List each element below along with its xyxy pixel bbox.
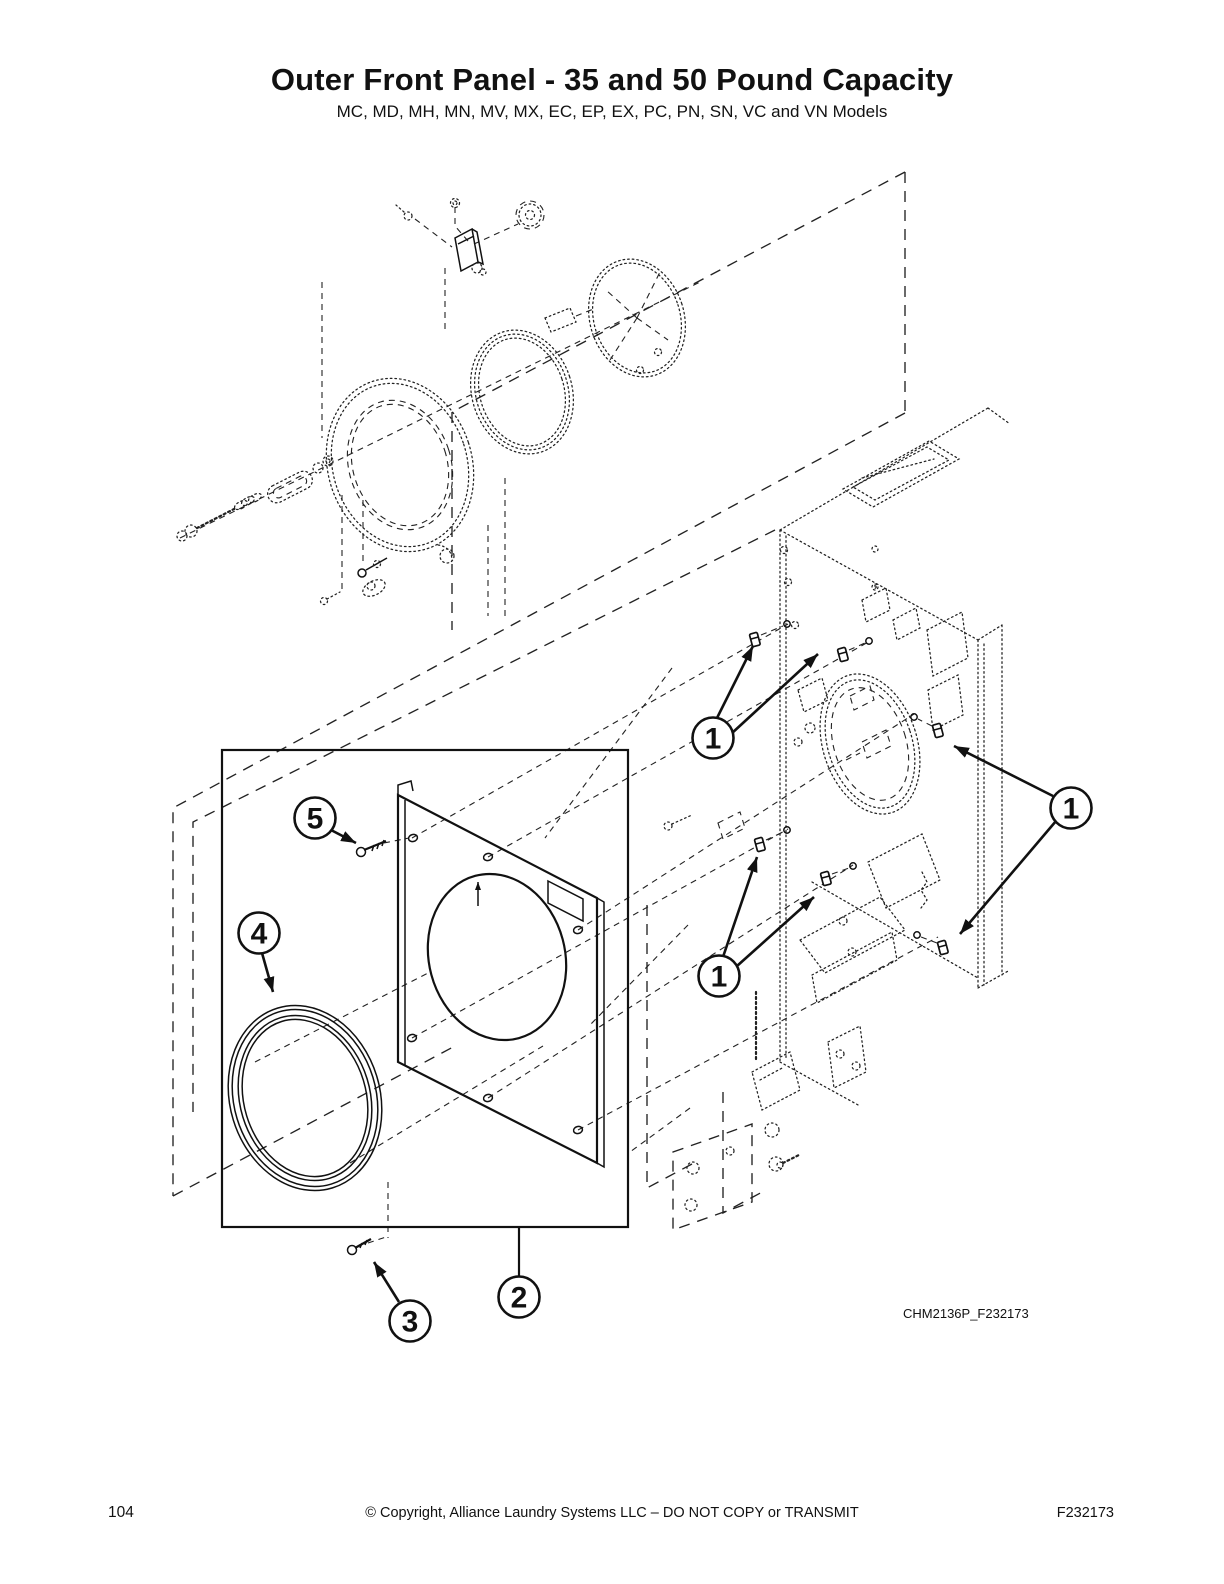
door-ring <box>304 359 495 571</box>
outer-front-panel <box>398 781 604 1167</box>
page-title: Outer Front Panel - 35 and 50 Pound Capacity <box>270 62 954 97</box>
retainer-clip <box>820 871 831 886</box>
door-hinge-hardware <box>396 199 544 276</box>
callout-3-badge <box>390 1301 431 1342</box>
callout-2-badge <box>499 1277 540 1318</box>
callout-arrows <box>262 646 1056 1302</box>
svg-text:1: 1 <box>710 960 728 994</box>
bottom-hinge-cluster <box>685 1026 866 1211</box>
callout-4-badge <box>239 913 280 954</box>
construction-lines <box>173 172 938 1243</box>
door-glass-ring <box>455 317 589 468</box>
callout-1-badge <box>699 956 740 997</box>
callout-balloons <box>239 718 1092 1342</box>
cabinet-drawing <box>664 408 1010 1211</box>
svg-text:2: 2 <box>510 1281 528 1315</box>
cabinet-base-assembly <box>756 834 940 1060</box>
svg-text:4: 4 <box>250 917 268 951</box>
callout-5-badge <box>295 798 336 839</box>
retainer-clip <box>837 647 848 662</box>
svg-text:3: 3 <box>401 1305 419 1339</box>
door-gasket-ring <box>206 986 404 1210</box>
retainer-clips <box>749 621 948 955</box>
retainer-clip <box>754 837 765 852</box>
svg-text:1: 1 <box>704 722 722 756</box>
door-assembly-drawing <box>177 199 700 605</box>
cabinet-door-opening <box>803 661 937 827</box>
figure-code: CHM2136P_F232173 <box>903 1306 1029 1321</box>
panel-boundary-box <box>222 750 628 1227</box>
door-rim-ring <box>545 246 700 389</box>
screw-item3 <box>348 1239 372 1255</box>
door-screws <box>321 558 388 605</box>
callout-1-badge <box>693 718 734 759</box>
copyright-notice: © Copyright, Alliance Laundry Systems LLC – DO NOT COPY or TRANSMIT <box>365 1505 859 1521</box>
screw-item5 <box>357 840 387 857</box>
callout-1-badge <box>1051 788 1092 829</box>
retainer-clip <box>937 940 948 955</box>
svg-text:1: 1 <box>1062 792 1080 826</box>
svg-text:5: 5 <box>306 802 324 836</box>
front-panel-drawing <box>206 750 628 1255</box>
document-code: F232173 <box>1056 1505 1114 1521</box>
page-number: 104 <box>108 1504 134 1521</box>
page-subtitle: MC, MD, MH, MN, MV, MX, EC, EP, EX, PC, PN, SN, VC and VN Models <box>336 102 888 121</box>
